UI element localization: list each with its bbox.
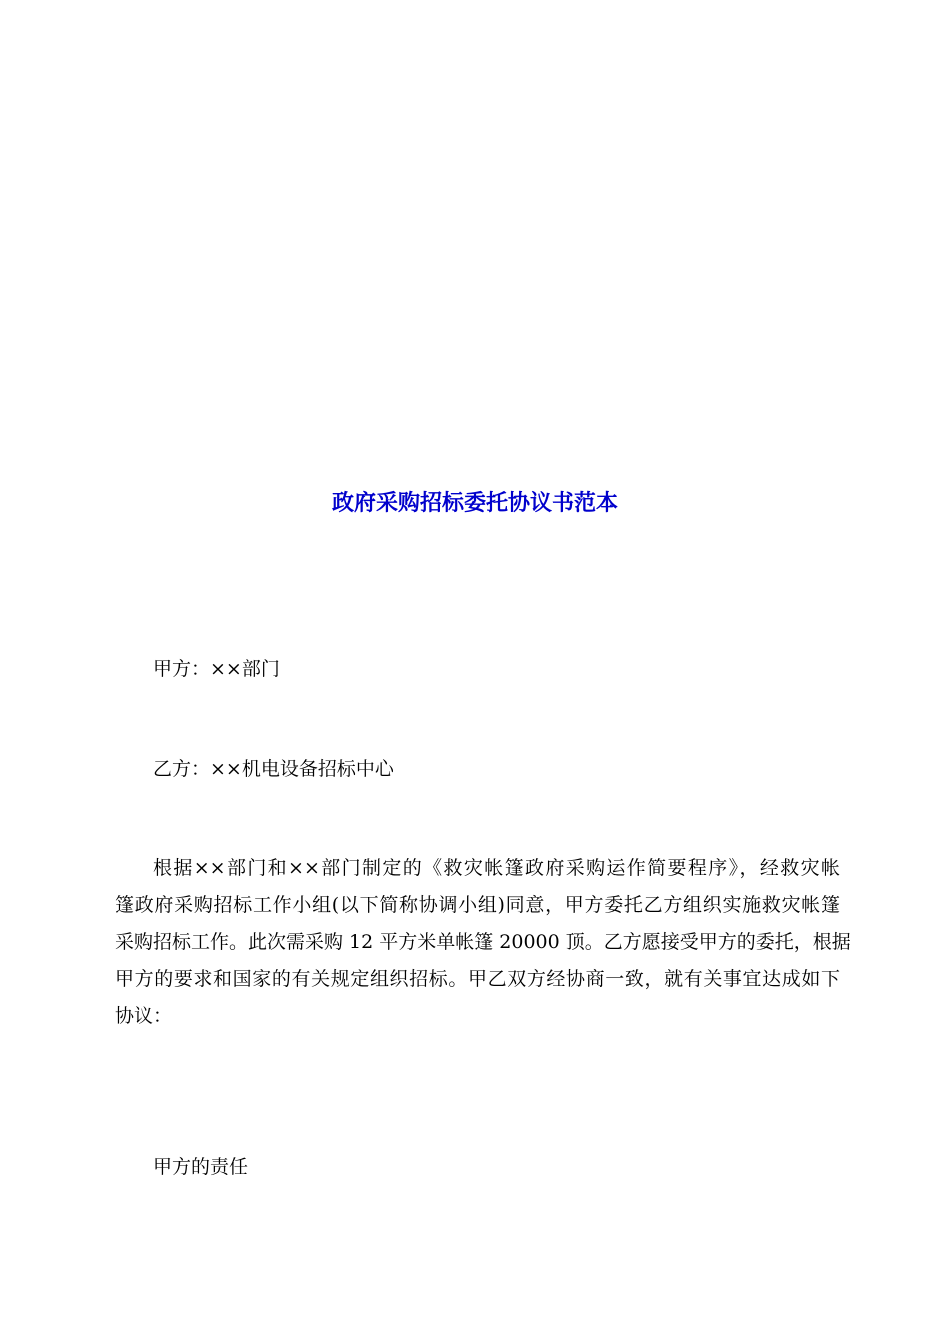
- intro-paragraph-line: 协议：: [115, 1005, 173, 1027]
- intro-paragraph-line: 采购招标工作。此次需采购 12 平方米单帐篷 20000 顶。乙方愿接受甲方的委托，根据: [115, 931, 851, 953]
- intro-paragraph-line: 根据××部门和××部门制定的《救灾帐篷政府采购运作简要程序》，经救灾帐: [153, 857, 840, 879]
- intro-paragraph: [115, 850, 851, 1035]
- party-b-line: 乙方：××机电设备招标中心: [153, 758, 394, 780]
- section-heading: 甲方的责任: [153, 1156, 249, 1178]
- document-title: 政府采购招标委托协议书范本: [331, 490, 618, 516]
- intro-paragraph-line: 篷政府采购招标工作小组(以下简称协调小组)同意，甲方委托乙方组织实施救灾帐篷: [115, 894, 840, 916]
- intro-paragraph-line: 甲方的要求和国家的有关规定组织招标。甲乙双方经协商一致，就有关事宜达成如下: [115, 968, 840, 990]
- party-a-line: 甲方：××部门: [153, 658, 280, 680]
